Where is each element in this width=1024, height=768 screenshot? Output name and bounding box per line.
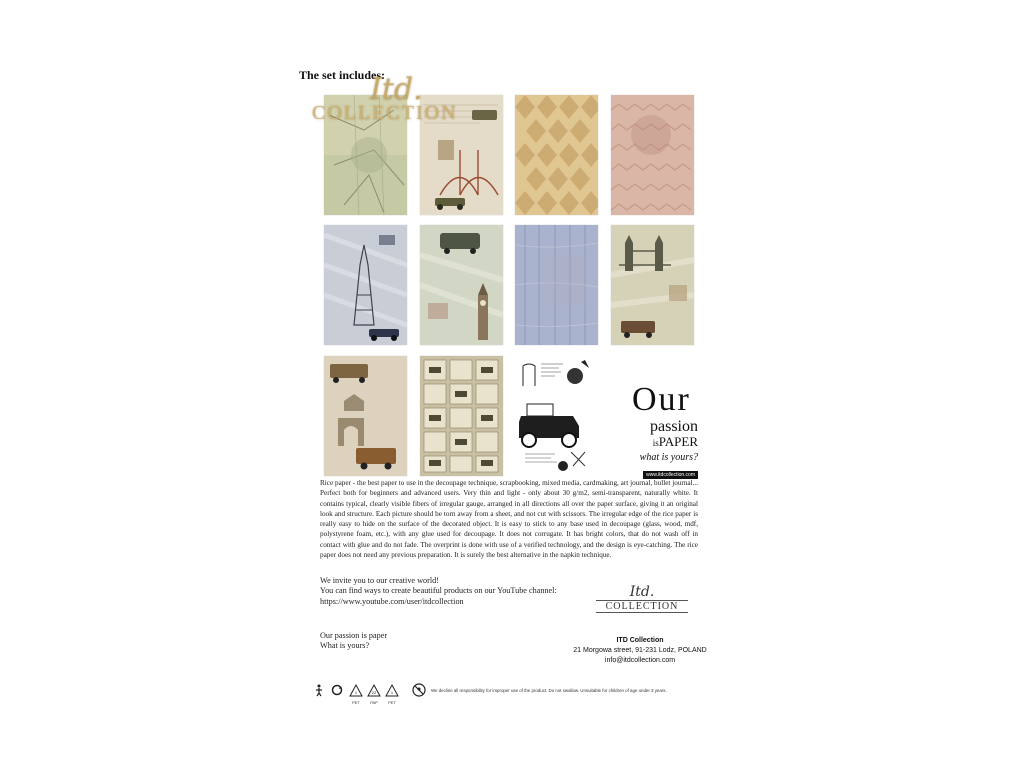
itd-collection-logo-bottom <box>596 585 688 625</box>
recycle-label-3: PET <box>388 700 396 705</box>
arc-cars-icon <box>324 356 407 476</box>
map-pattern-icon <box>324 95 407 215</box>
recycle-pet-icon <box>348 683 364 699</box>
motto-text <box>320 631 387 652</box>
recycle-pet-2-icon <box>384 683 400 699</box>
logo-bottom-word: COLLECTION <box>596 600 688 613</box>
towerbridge-car-icon <box>611 225 694 345</box>
chevron-pattern-icon <box>611 95 694 215</box>
slogan-is-paper <box>628 435 698 450</box>
motto-line-1: Our passion is paper <box>320 631 388 640</box>
thumb-arc-triomphe <box>324 356 407 476</box>
slogan-paper: PAPER <box>658 434 698 449</box>
recycle-pap-icon <box>366 683 382 699</box>
svg-text:1: 1 <box>354 690 358 695</box>
thumb-golden-gate <box>420 95 503 215</box>
wood-pattern-icon <box>515 225 598 345</box>
product-description: Rice paper - the best paper to use in the decoupage technique, scrapbooking, mixed media, cardmaking, art journal, bullet journal... Perfect both for beginners and advanced users. Very thin and light - only about 30 g/m2, semi-transparent, naturally white. It contains typical, clearly visible fibers of irregular gauge, arranged in all directions all over the paper surface, giving it an original look and structure. Each picture should be torn away from a sheet, and not cut with scissors. The irregular edge of the rice paper is really easy to hide on the surface of the decorated object. It is easy to stick to any base used in decoupage (glass, wood, mdf, polystyrene foam, etc.), with any glue used for decoupage. It does not corrugate. It has bright colors, that do not wash off in contact with glue and do not fade. The overprint is done with use of a verified technology, and the design is eye-catching. The rice paper does not need any previous preparation. It is surely the best alternative in the napkin technique. <box>320 479 698 560</box>
slogan-is: is <box>652 438 659 448</box>
thumb-big-ben <box>420 225 503 345</box>
contact-block <box>560 636 720 666</box>
invite-line-1: We invite you to our creative world! <box>320 576 439 585</box>
company-email[interactable]: info@itdcollection.com <box>604 657 676 664</box>
slogan-question: what is yours? <box>639 452 698 463</box>
vintage-car-bw-icon <box>515 356 598 476</box>
diamond-pattern-icon <box>515 95 598 215</box>
thumb-black-white <box>515 356 598 476</box>
thumb-map <box>324 95 407 215</box>
recycle-loop-icon <box>330 683 344 697</box>
thumb-chevron <box>611 95 694 215</box>
stamps-grid-icon <box>420 356 503 476</box>
logo-word: COLLECTION <box>312 102 458 124</box>
thumb-stamps <box>420 356 503 476</box>
thumb-tower-bridge <box>611 225 694 345</box>
bigben-car-icon <box>420 225 503 345</box>
slogan-our: Our <box>632 381 691 418</box>
bridge-car-icon <box>420 95 503 215</box>
eiffel-car-icon <box>324 225 407 345</box>
company-address: 21 Morgowa street, 91-231 Lodz, POLAND <box>573 647 707 654</box>
tidyman-icon <box>312 683 326 697</box>
logo-script: Itd. <box>370 72 423 107</box>
youtube-link[interactable]: https://www.youtube.com/user/itdcollection <box>320 596 464 606</box>
thumb-blue-wood <box>515 225 598 345</box>
logo-bottom-script: Itd. <box>629 584 655 600</box>
slogan-url[interactable]: www.itdcollection.com <box>643 471 698 479</box>
set-heading: The set includes: <box>299 68 386 82</box>
recycle-label-1: PET <box>352 700 360 705</box>
slogan-passion: passion <box>650 418 698 435</box>
thumb-eiffel <box>324 225 407 345</box>
passion-slogan <box>628 383 698 481</box>
recycle-label-2: PAP <box>370 700 378 705</box>
age-warning-icon <box>412 683 426 697</box>
invite-line-2: You can find ways to create beautiful products on our YouTube channel: <box>320 586 557 596</box>
svg-text:1: 1 <box>390 690 394 695</box>
motto-line-2: What is yours? <box>320 641 370 651</box>
svg-text:22: 22 <box>371 690 377 695</box>
company-name: ITD Collection <box>616 637 664 644</box>
thumb-harlequin <box>515 95 598 215</box>
invite-text <box>320 576 557 607</box>
safety-warning: We decline all responsibility for improper use of the product. Do not swallow. Unsuitable for children of age under 3 years. <box>431 688 667 693</box>
